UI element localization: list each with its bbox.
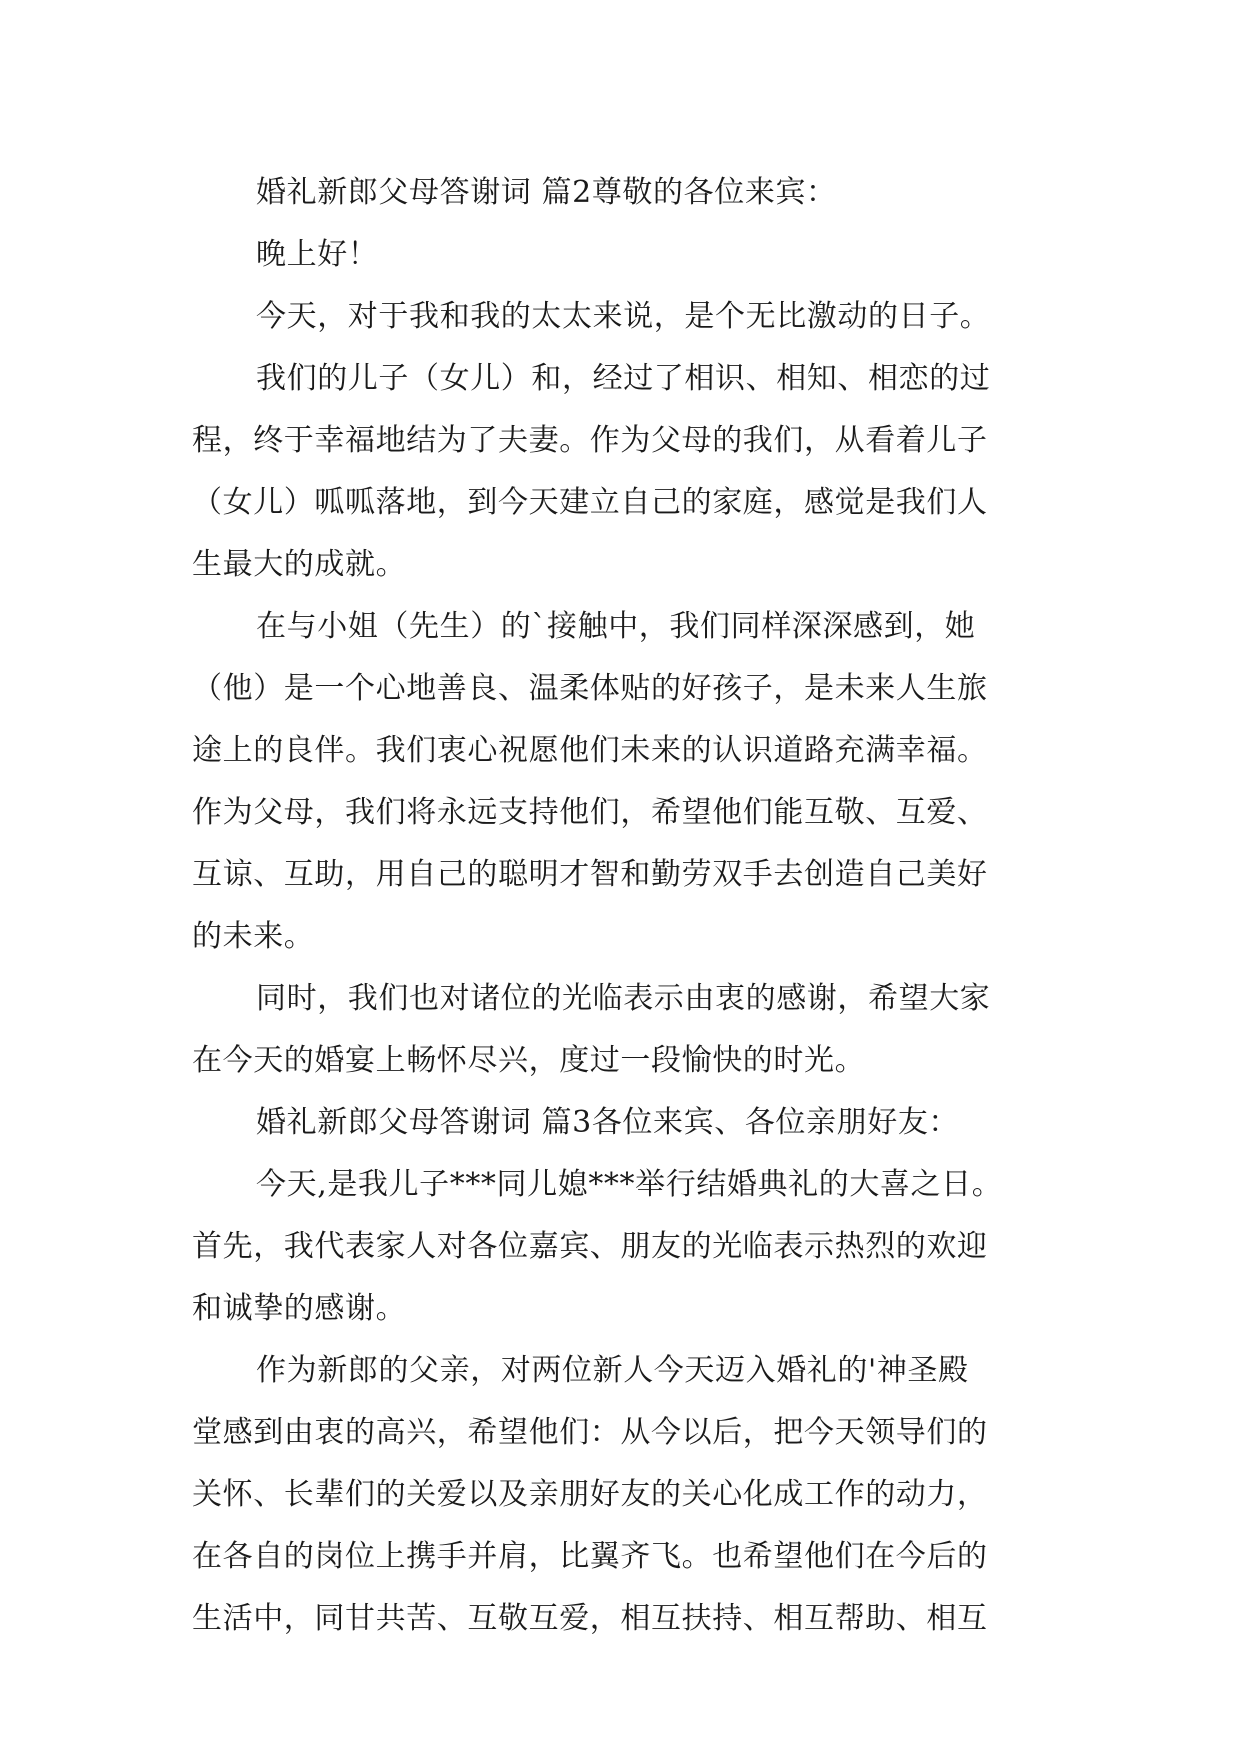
paragraph-line: 和诚挚的感谢。 xyxy=(192,1291,407,1326)
paragraph-line: 生活中，同甘共苦、互敬互爱，相互扶持、相互帮助、相互 xyxy=(192,1601,988,1636)
paragraph-line: 作为父母，我们将永远支持他们，希望他们能互敬、互爱、 xyxy=(192,795,988,830)
paragraph-line: 的未来。 xyxy=(192,919,315,954)
paragraph-line: 我们的儿子（女儿）和，经过了相识、相知、相恋的过 xyxy=(256,361,991,396)
document-body xyxy=(192,162,1072,1650)
paragraph-line: 堂感到由衷的高兴，希望他们：从今以后，把今天领导们的 xyxy=(192,1415,988,1450)
paragraph-line: 晚上好！ xyxy=(256,237,379,272)
paragraph-line: 在今天的婚宴上畅怀尽兴，度过一段愉快的时光。 xyxy=(192,1043,866,1078)
paragraph-line: （他）是一个心地善良、温柔体贴的好孩子，是未来人生旅 xyxy=(192,671,988,706)
section-heading: 婚礼新郎父母答谢词 篇2尊敬的各位来宾： xyxy=(256,175,837,210)
paragraph-line: （女儿）呱呱落地，到今天建立自己的家庭，感觉是我们人 xyxy=(192,485,988,520)
paragraph-line: 作为新郎的父亲，对两位新人今天迈入婚礼的'神圣殿 xyxy=(256,1353,969,1388)
paragraph-line: 关怀、长辈们的关爱以及亲朋好友的关心化成工作的动力， xyxy=(192,1477,988,1512)
paragraph-line: 在各自的岗位上携手并肩，比翼齐飞。也希望他们在今后的 xyxy=(192,1539,988,1574)
paragraph-line: 途上的良伴。我们衷心祝愿他们未来的认识道路充满幸福。 xyxy=(192,733,988,768)
paragraph-line: 今天，对于我和我的太太来说，是个无比激动的日子。 xyxy=(256,299,991,334)
paragraph-line: 在与小姐（先生）的`接触中，我们同样深深感到，她 xyxy=(256,609,976,644)
paragraph-line: 生最大的成就。 xyxy=(192,547,407,582)
paragraph-line: 同时，我们也对诸位的光临表示由衷的感谢，希望大家 xyxy=(256,981,991,1016)
paragraph-line: 程，终于幸福地结为了夫妻。作为父母的我们，从看着儿子 xyxy=(192,423,988,458)
paragraph-line: 互谅、互助，用自己的聪明才智和勤劳双手去创造自己美好 xyxy=(192,857,988,892)
paragraph-line: 首先，我代表家人对各位嘉宾、朋友的光临表示热烈的欢迎 xyxy=(192,1229,988,1264)
paragraph-line: 今天,是我儿子***同儿媳***举行结婚典礼的大喜之日。 xyxy=(256,1167,1003,1202)
section-heading: 婚礼新郎父母答谢词 篇3各位来宾、各位亲朋好友： xyxy=(256,1105,960,1140)
